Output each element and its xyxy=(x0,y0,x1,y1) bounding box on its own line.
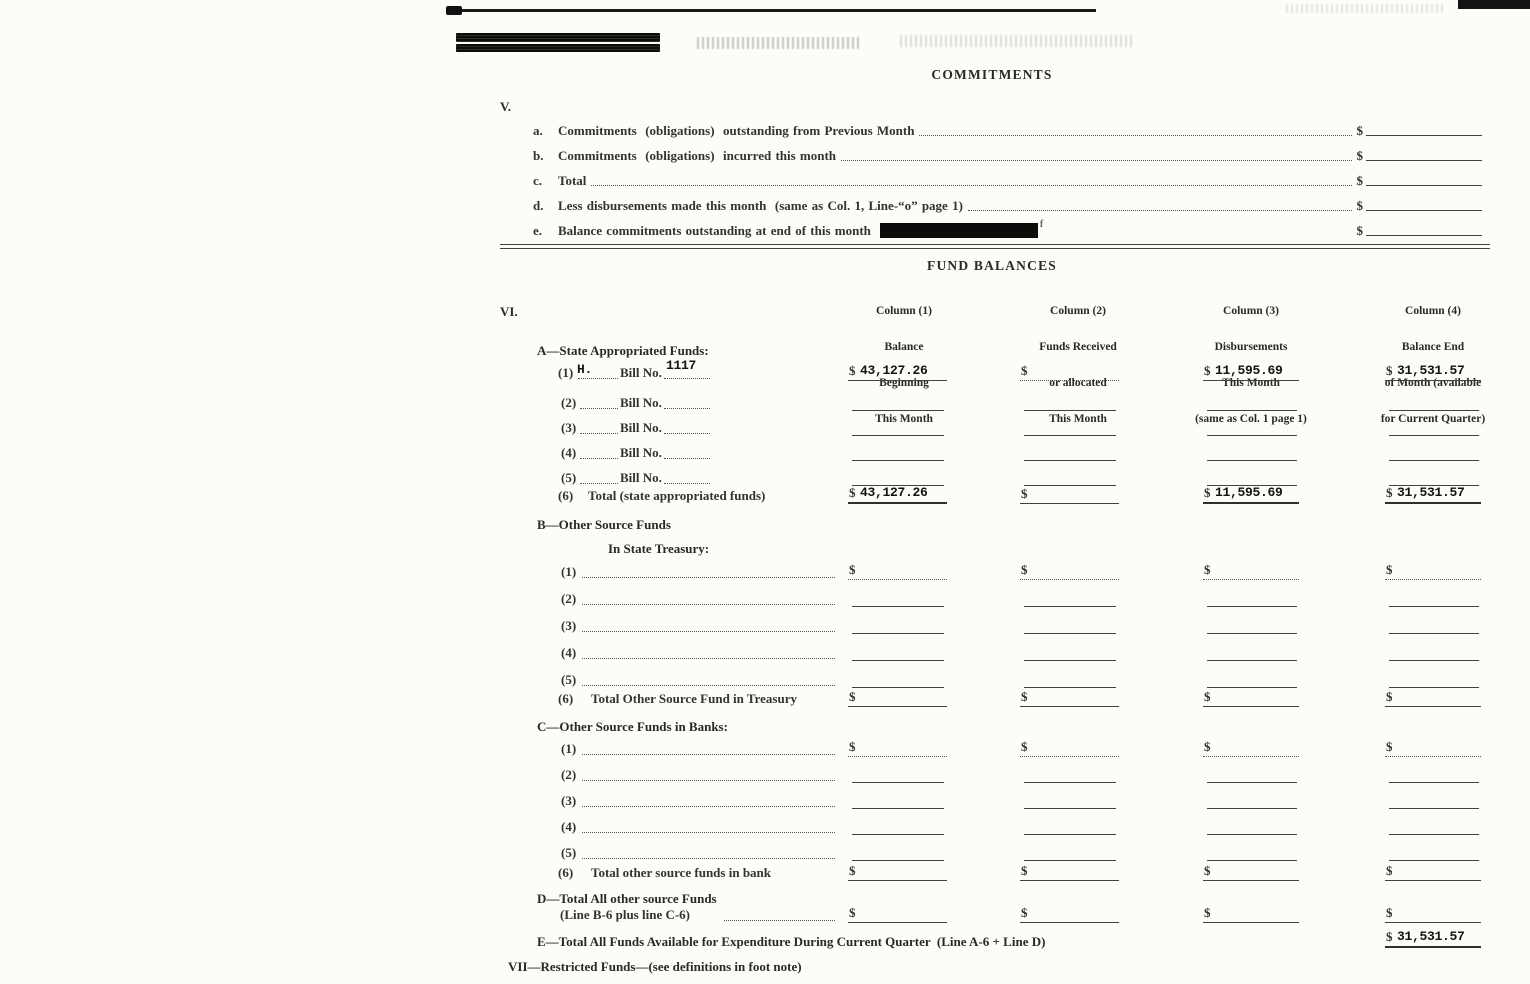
fund-row-c6-total xyxy=(0,865,1530,881)
amount-cell-col1 xyxy=(852,592,944,607)
amount-cell-col1 xyxy=(852,421,944,436)
dollar-sign: $ xyxy=(1204,739,1211,754)
amount-cell-col3 xyxy=(1207,768,1297,783)
commitments-title: COMMITMENTS xyxy=(931,67,1053,82)
section-d-subline: (Line B-6 plus line C-6) xyxy=(560,907,691,922)
amount-cell-col1 xyxy=(852,846,944,861)
amount-cell-col1 xyxy=(848,485,947,504)
section-b-subheading: In State Treasury: xyxy=(608,541,710,556)
amount-cell-col4 xyxy=(1385,485,1481,504)
typed-amount: 31,531.57 xyxy=(1397,929,1465,944)
fund-row-a4 xyxy=(0,445,1530,461)
amount-cell-col4 xyxy=(1385,739,1481,757)
dollar-sign: $ xyxy=(849,905,856,920)
blank-dotted-line xyxy=(582,658,835,659)
scan-artifact-top-line xyxy=(446,9,1096,12)
row-label: Commitments (obligations) incurred this month xyxy=(558,148,837,163)
dollar-sign: $ xyxy=(1386,929,1393,944)
dollar-sign: $ xyxy=(1021,363,1028,378)
amount-cell-col2 xyxy=(1024,446,1116,461)
bill-no-label: Bill No. xyxy=(620,420,662,435)
dollar-sign: $ xyxy=(1356,148,1363,163)
dollar-sign: $ xyxy=(1386,739,1393,754)
blank-dotted-line xyxy=(724,920,835,921)
amount-cell-col2 xyxy=(1024,396,1116,411)
amount-blank-line xyxy=(1366,135,1482,136)
amount-cell-col4 xyxy=(1389,471,1479,486)
dollar-sign: $ xyxy=(1356,223,1363,238)
bill-no-label: Bill No. xyxy=(620,395,662,410)
fund-row-a5 xyxy=(0,470,1530,486)
section-divider-rule xyxy=(500,244,1490,249)
dollar-sign: $ xyxy=(849,689,856,704)
fund-row-c4 xyxy=(0,819,1530,835)
amount-cell-col4 xyxy=(1385,905,1481,923)
amount-cell-col4 xyxy=(1385,562,1481,580)
amount-cell-col2 xyxy=(1020,905,1119,923)
blank-dotted-line xyxy=(664,483,710,484)
amount-cell-col2 xyxy=(1024,619,1116,634)
amount-cell-col2 xyxy=(1020,739,1119,757)
colhead-line: for Current Quarter) xyxy=(1380,413,1486,425)
fund-row-b3 xyxy=(0,618,1530,634)
amount-cell-col4 xyxy=(1385,863,1481,881)
row-number: (1) xyxy=(561,564,577,579)
amount-cell-col3 xyxy=(1207,396,1297,411)
dollar-sign: $ xyxy=(1386,485,1393,500)
row-number: (6) xyxy=(558,691,574,706)
amount-cell-col2 xyxy=(1024,768,1116,783)
row-number: (3) xyxy=(561,793,577,808)
amount-cell-col3 xyxy=(1207,471,1297,486)
redaction-box xyxy=(880,223,1038,238)
commitment-row-c xyxy=(533,173,1482,189)
dollar-sign: $ xyxy=(1386,689,1393,704)
amount-cell-col4 xyxy=(1385,363,1481,381)
colhead-line: Column (1) xyxy=(876,305,932,317)
blank-dotted-line xyxy=(582,858,835,859)
fund-row-d-total xyxy=(0,907,1530,923)
amount-cell-col3 xyxy=(1207,673,1297,688)
amount-cell-col3 xyxy=(1207,846,1297,861)
amount-cell-col1 xyxy=(848,863,947,881)
dollar-sign: $ xyxy=(1386,562,1393,577)
amount-cell-col1 xyxy=(848,905,947,923)
total-label: Total other source funds in bank xyxy=(591,865,772,880)
amount-cell-col3 xyxy=(1207,446,1297,461)
amount-cell-col3 xyxy=(1207,646,1297,661)
amount-cell-col3 xyxy=(1203,363,1299,381)
dollar-sign: $ xyxy=(1021,739,1028,754)
typed-amount: 43,127.26 xyxy=(860,485,928,500)
colhead-line: Balance xyxy=(884,341,924,353)
colhead-line: or allocated xyxy=(1049,377,1107,389)
dollar-sign: $ xyxy=(1356,123,1363,138)
amount-blank-line xyxy=(1366,210,1482,211)
row-number: (3) xyxy=(561,618,577,633)
bill-no-label: Bill No. xyxy=(620,365,662,380)
row-number: (5) xyxy=(561,845,577,860)
amount-cell-col1 xyxy=(852,820,944,835)
amount-cell-col3 xyxy=(1203,863,1299,881)
dollar-sign: $ xyxy=(1204,562,1211,577)
dollar-sign: $ xyxy=(1204,485,1211,500)
section-v-label: V. xyxy=(500,99,511,114)
fund-row-a6-total xyxy=(0,485,1530,504)
amount-cell-col1 xyxy=(848,562,947,580)
row-number: (1) xyxy=(561,741,577,756)
colhead-line: Column (4) xyxy=(1405,305,1461,317)
dollar-sign: $ xyxy=(1021,562,1028,577)
amount-cell-col4 xyxy=(1389,592,1479,607)
scan-artifact-top-line-blob xyxy=(446,6,462,15)
amount-cell-col1 xyxy=(848,363,947,381)
amount-cell-col3 xyxy=(1207,619,1297,634)
blank-dotted-line xyxy=(582,780,835,781)
section-a-heading: A—State Appropriated Funds: xyxy=(537,343,709,358)
amount-cell-col3 xyxy=(1207,592,1297,607)
dotted-leader xyxy=(919,135,1351,136)
amount-blank-line xyxy=(1366,185,1482,186)
colhead-line: This Month xyxy=(1222,377,1280,389)
fund-row-e-total xyxy=(0,930,1530,948)
amount-cell-col1 xyxy=(852,471,944,486)
dollar-sign: $ xyxy=(1386,863,1393,878)
row-number: (2) xyxy=(561,591,577,606)
fund-row-b1 xyxy=(0,564,1530,580)
amount-cell-col1 xyxy=(852,619,944,634)
blank-dotted-line xyxy=(664,378,710,379)
amount-cell-col4 xyxy=(1389,794,1479,809)
row-number: (5) xyxy=(561,470,577,485)
amount-cell-col2 xyxy=(1024,421,1116,436)
colhead-line: Disbursements xyxy=(1214,341,1288,353)
dollar-sign: $ xyxy=(1204,863,1211,878)
blank-dotted-line xyxy=(582,685,835,686)
colhead-line: This Month xyxy=(875,413,933,425)
scan-artifact-faint-text-top-right xyxy=(1286,4,1446,13)
row-number: (2) xyxy=(561,767,577,782)
fund-row-c3 xyxy=(0,793,1530,809)
dollar-sign: $ xyxy=(849,863,856,878)
amount-cell-col1 xyxy=(852,446,944,461)
fund-row-b6-total xyxy=(0,691,1530,707)
amount-cell-col4 xyxy=(1389,820,1479,835)
row-number: (6) xyxy=(558,488,574,503)
dollar-sign: $ xyxy=(1204,905,1211,920)
blank-dotted-line xyxy=(582,631,835,632)
section-vi-label: VI. xyxy=(500,304,518,319)
scan-artifact-letter: f xyxy=(1039,219,1044,230)
typed-bill-number: 1117 xyxy=(666,358,697,373)
dollar-sign: $ xyxy=(849,485,856,500)
row-letter: e. xyxy=(533,223,543,238)
amount-cell-col2 xyxy=(1020,486,1119,504)
commitment-row-b xyxy=(533,148,1482,164)
redaction-smudge-bar-1 xyxy=(456,33,660,42)
row-number: (4) xyxy=(561,645,577,660)
blank-dotted-line xyxy=(582,754,835,755)
row-number: (3) xyxy=(561,420,577,435)
dollar-sign: $ xyxy=(1356,173,1363,188)
dotted-leader xyxy=(841,160,1351,161)
fund-row-a2 xyxy=(0,395,1530,411)
amount-cell-col2 xyxy=(1024,646,1116,661)
amount-blank-line xyxy=(1366,160,1482,161)
fund-row-b5 xyxy=(0,672,1530,688)
blank-dotted-line xyxy=(580,408,618,409)
amount-cell-col4 xyxy=(1389,619,1479,634)
row-label: Total xyxy=(558,173,587,188)
section-b-heading: B—Other Source Funds xyxy=(537,517,671,532)
blank-dotted-line xyxy=(580,483,618,484)
section-c-heading: C—Other Source Funds in Banks: xyxy=(537,719,728,734)
amount-cell-col4 xyxy=(1389,421,1479,436)
amount-cell-col2 xyxy=(1024,820,1116,835)
blank-dotted-line xyxy=(664,408,710,409)
colhead-line: This Month xyxy=(1049,413,1107,425)
fund-balances-title: FUND BALANCES xyxy=(927,258,1057,273)
row-number: (4) xyxy=(561,445,577,460)
scan-artifact-stamp-1 xyxy=(697,37,859,49)
amount-cell-col1 xyxy=(848,689,947,707)
amount-cell-col3 xyxy=(1203,485,1299,504)
amount-cell-col4 xyxy=(1385,689,1481,707)
amount-cell-col1 xyxy=(852,794,944,809)
row-letter: d. xyxy=(533,198,544,213)
amount-cell-col2 xyxy=(1024,794,1116,809)
amount-cell-col2 xyxy=(1024,846,1116,861)
row-number: (1) xyxy=(558,365,574,380)
row-number: (6) xyxy=(558,865,574,880)
commitment-row-a xyxy=(533,123,1482,139)
dollar-sign: $ xyxy=(1386,363,1393,378)
amount-cell-col4 xyxy=(1389,846,1479,861)
amount-cell-col3 xyxy=(1207,421,1297,436)
dollar-sign: $ xyxy=(1386,905,1393,920)
amount-cell-col2 xyxy=(1020,689,1119,707)
section-vii-heading: VII—Restricted Funds—(see definitions in foot note) xyxy=(508,959,802,974)
blank-dotted-line xyxy=(578,378,618,379)
row-letter: c. xyxy=(533,173,543,188)
dollar-sign: $ xyxy=(1356,198,1363,213)
blank-dotted-line xyxy=(580,458,618,459)
blank-dotted-line xyxy=(582,832,835,833)
row-letter: a. xyxy=(533,123,543,138)
total-label: Total Other Source Fund in Treasury xyxy=(591,691,797,706)
blank-dotted-line xyxy=(582,577,835,578)
row-number: (5) xyxy=(561,672,577,687)
row-label: Balance commitments outstanding at end of this month xyxy=(558,223,871,238)
dotted-leader xyxy=(968,210,1352,211)
dollar-sign: $ xyxy=(1021,689,1028,704)
scan-artifact-corner-mark xyxy=(1458,0,1530,9)
amount-cell-col4 xyxy=(1385,930,1481,948)
total-label: Total (state appropriated funds) xyxy=(588,488,766,503)
colhead-line: Funds Received xyxy=(1039,341,1117,353)
amount-cell-col4 xyxy=(1389,646,1479,661)
bill-no-label: Bill No. xyxy=(620,445,662,460)
dollar-sign: $ xyxy=(849,739,856,754)
amount-cell-col3 xyxy=(1207,820,1297,835)
amount-blank-line xyxy=(1366,235,1482,236)
colhead-line: Balance End xyxy=(1401,341,1465,353)
colhead-line: Beginning xyxy=(879,377,929,389)
amount-cell-col2 xyxy=(1024,592,1116,607)
amount-cell-col4 xyxy=(1389,446,1479,461)
typed-bill-prefix: H. xyxy=(577,362,593,377)
fund-row-b4 xyxy=(0,645,1530,661)
dollar-sign: $ xyxy=(1021,863,1028,878)
fund-row-a3 xyxy=(0,420,1530,436)
typed-amount: 11,595.69 xyxy=(1215,363,1283,378)
commitment-row-e xyxy=(533,219,1482,239)
dotted-leader xyxy=(591,185,1351,186)
dollar-sign: $ xyxy=(1204,363,1211,378)
typed-amount: 43,127.26 xyxy=(860,363,928,378)
fund-row-c5 xyxy=(0,845,1530,861)
blank-dotted-line xyxy=(582,604,835,605)
amount-cell-col2 xyxy=(1024,673,1116,688)
colhead-line: Column (3) xyxy=(1223,305,1279,317)
fund-row-a1 xyxy=(0,358,1530,381)
row-number: (2) xyxy=(561,395,577,410)
amount-cell-col2 xyxy=(1020,363,1119,381)
amount-cell-col4 xyxy=(1389,673,1479,688)
typed-amount: 31,531.57 xyxy=(1397,363,1465,378)
amount-cell-col3 xyxy=(1203,689,1299,707)
amount-cell-col1 xyxy=(852,673,944,688)
amount-cell-col2 xyxy=(1020,863,1119,881)
blank-dotted-line xyxy=(664,433,710,434)
colhead-line: (same as Col. 1 page 1) xyxy=(1195,413,1307,425)
typed-amount: 31,531.57 xyxy=(1397,485,1465,500)
amount-cell-col2 xyxy=(1020,562,1119,580)
fund-row-c2 xyxy=(0,767,1530,783)
blank-dotted-line xyxy=(582,806,835,807)
amount-cell-col1 xyxy=(852,396,944,411)
row-label: Less disbursements made this month (same as Col. 1, Line-“o” page 1) xyxy=(558,198,963,213)
amount-cell-col2 xyxy=(1024,471,1116,486)
dollar-sign: $ xyxy=(1021,905,1028,920)
blank-dotted-line xyxy=(664,458,710,459)
amount-cell-col3 xyxy=(1203,562,1299,580)
amount-cell-col4 xyxy=(1389,396,1479,411)
typed-amount: 11,595.69 xyxy=(1215,485,1283,500)
amount-cell-col1 xyxy=(852,646,944,661)
amount-cell-col1 xyxy=(852,768,944,783)
section-d-heading: D—Total All other source Funds xyxy=(537,891,717,906)
colhead-line: Column (2) xyxy=(1050,305,1106,317)
amount-cell-col3 xyxy=(1207,794,1297,809)
amount-cell-col4 xyxy=(1389,768,1479,783)
row-letter: b. xyxy=(533,148,544,163)
amount-cell-col3 xyxy=(1203,739,1299,757)
amount-cell-col1 xyxy=(848,739,947,757)
fund-row-b2 xyxy=(0,591,1530,607)
dollar-sign: $ xyxy=(849,363,856,378)
redaction-smudge-bar-2 xyxy=(456,44,660,52)
dollar-sign: $ xyxy=(1021,486,1028,501)
section-e-heading: E—Total All Funds Available for Expenditure During Current Quarter (Line A-6 + Line D) xyxy=(537,934,1046,949)
dollar-sign: $ xyxy=(1204,689,1211,704)
colhead-line: of Month (available xyxy=(1384,377,1482,389)
amount-cell-col3 xyxy=(1203,905,1299,923)
blank-dotted-line xyxy=(580,433,618,434)
row-label: Commitments (obligations) outstanding from Previous Month xyxy=(558,123,915,138)
bill-no-label: Bill No. xyxy=(620,470,662,485)
commitment-row-d xyxy=(533,198,1482,214)
row-number: (4) xyxy=(561,819,577,834)
fund-row-c1 xyxy=(0,741,1530,757)
scan-artifact-stamp-2 xyxy=(900,35,1132,47)
dollar-sign: $ xyxy=(849,562,856,577)
